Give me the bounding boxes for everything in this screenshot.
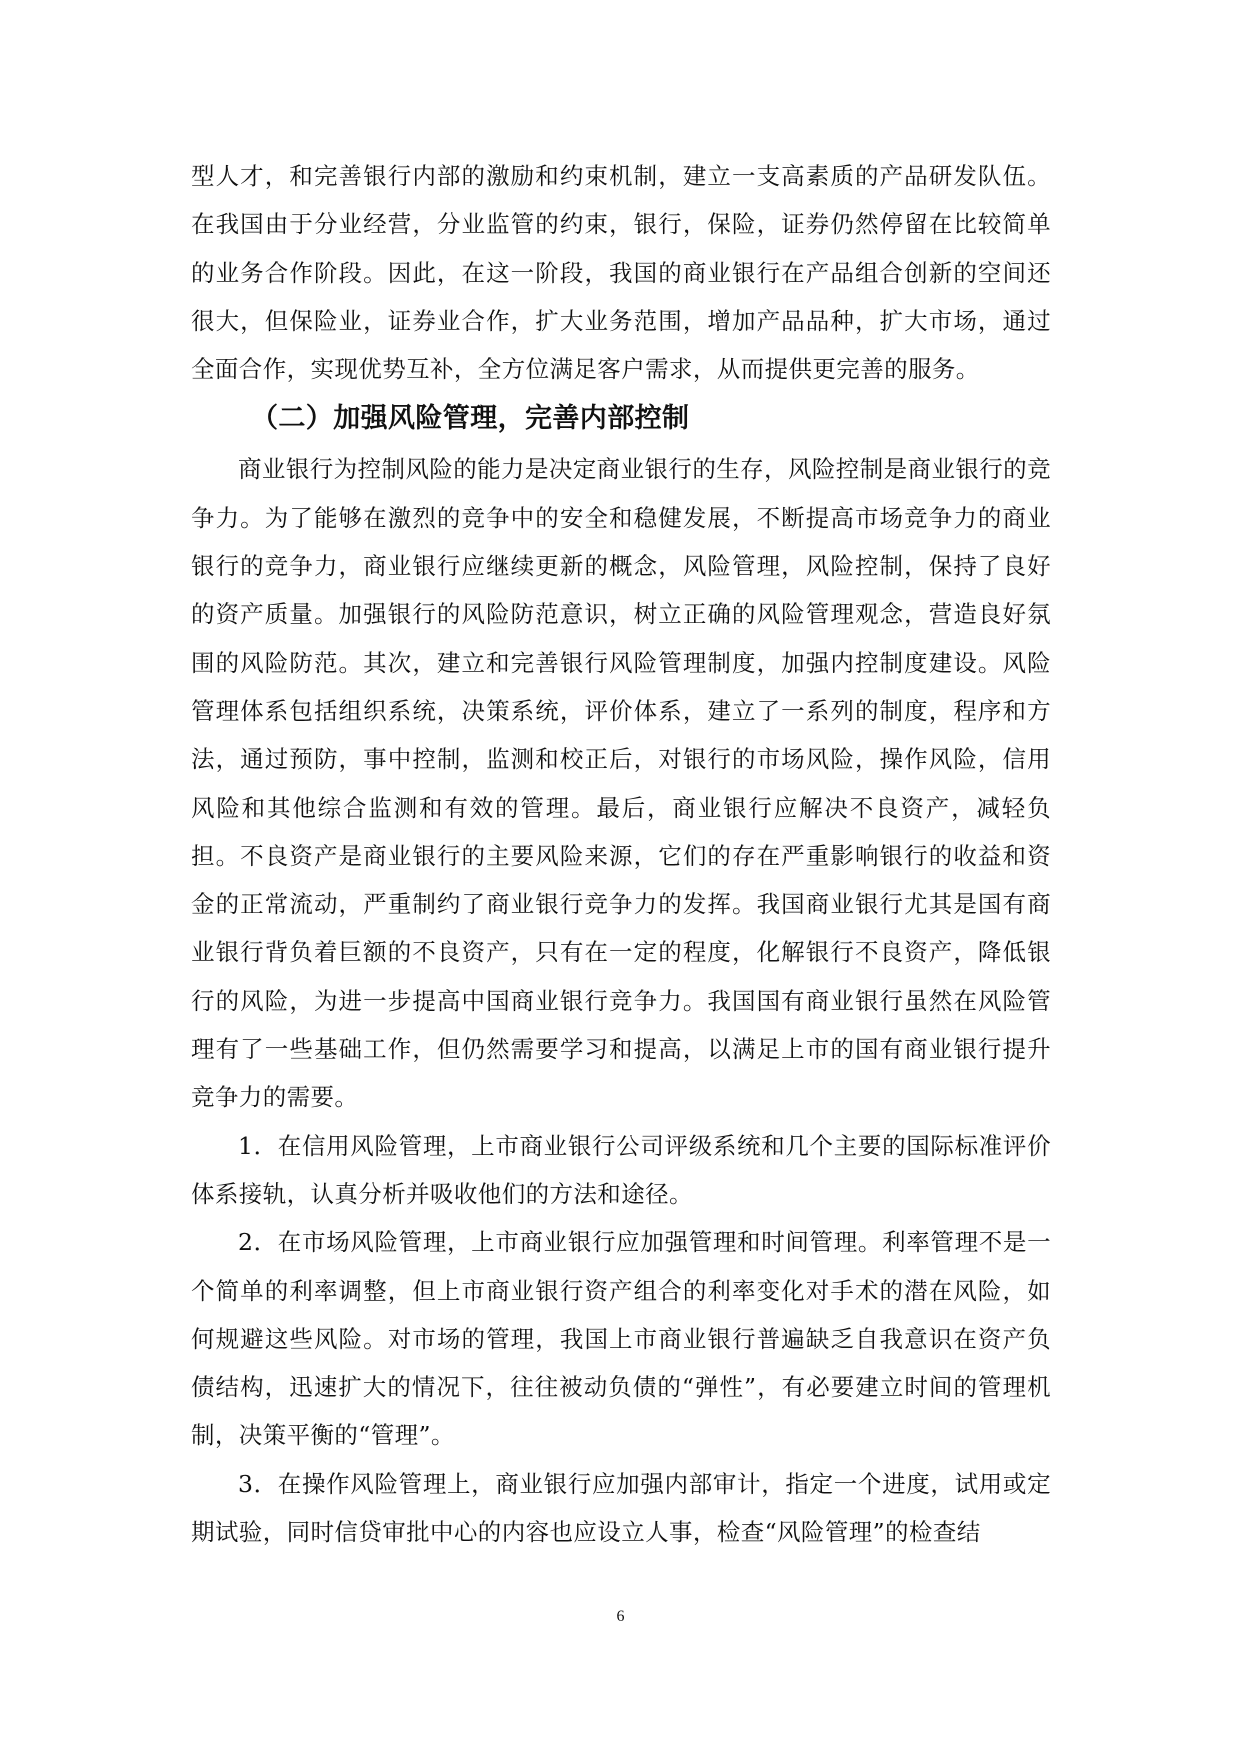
list-item-market-risk: 2．在市场风险管理，上市商业银行应加强管理和时间管理。利率管理不是一个简单的利率调整，但上市商业银行资产组合的利率变化对手术的潜在风险，如何规避这些风险。对市场的管理，我国上市商业银行普遍缺乏自我意识在资产负债结构，迅速扩大的情况下，往往被动负债的“弹性”，有必要建立时间的管理机制，决策平衡的“管理”。 [191,1228,1051,1450]
page-number: 6 [616,1608,625,1625]
page-body [191,152,1051,1556]
list-item-operational-risk: 3．在操作风险管理上，商业银行应加强内部审计，指定一个进度，试用或定期试验，同时信贷审批中心的内容也应设立人事，检查“风险管理”的检查结 [191,1469,1051,1547]
section-heading: （二）加强风险管理，完善内部控制 [251,403,690,435]
paragraph-continued: 型人才，和完善银行内部的激励和约束机制，建立一支高素质的产品研发队伍。在我国由于分业经营，分业监管的约束，银行，保险，证券仍然停留在比较简单的业务合作阶段。因此，在这一阶段，我国的商业银行在产品组合创新的空间还很大，但保险业，证券业合作，扩大业务范围，增加产品品种，扩大市场，通过全面合作，实现优势互补，全方位满足客户需求，从而提供更完善的服务。 [191,162,1051,384]
paragraph-risk-management: 商业银行为控制风险的能力是决定商业银行的生存，风险控制是商业银行的竞争力。为了能够在激烈的竞争中的安全和稳健发展，不断提高市场竞争力的商业银行的竞争力，商业银行应继续更新的概念，风险管理，风险控制，保持了良好的资产质量。加强银行的风险防范意识，树立正确的风险管理观念，营造良好氛围的风险防范。其次，建立和完善银行风险管理制度，加强内控制度建设。风险管理体系包括组织系统，决策系统，评价体系，建立了一系列的制度，程序和方法，通过预防，事中控制，监测和校正后，对银行的市场风险，操作风险，信用风险和其他综合监测和有效的管理。最后，商业银行应解决不良资产，减轻负担。不良资产是商业银行的主要风险来源，它们的存在严重影响银行的收益和资金的正常流动，严重制约了商业银行竞争力的发挥。我国商业银行尤其是国有商业银行背负着巨额的不良资产，只有在一定的程度，化解银行不良资产，降低银行的风险，为进一步提高中国商业银行竞争力。我国国有商业银行虽然在风险管理有了一些基础工作，但仍然需要学习和提高，以满足上市的国有商业银行提升竞争力的需要。 [191,455,1051,1112]
list-item-credit-risk: 1．在信用风险管理，上市商业银行公司评级系统和几个主要的国际标准评价体系接轨，认真分析并吸收他们的方法和途径。 [191,1131,1051,1208]
